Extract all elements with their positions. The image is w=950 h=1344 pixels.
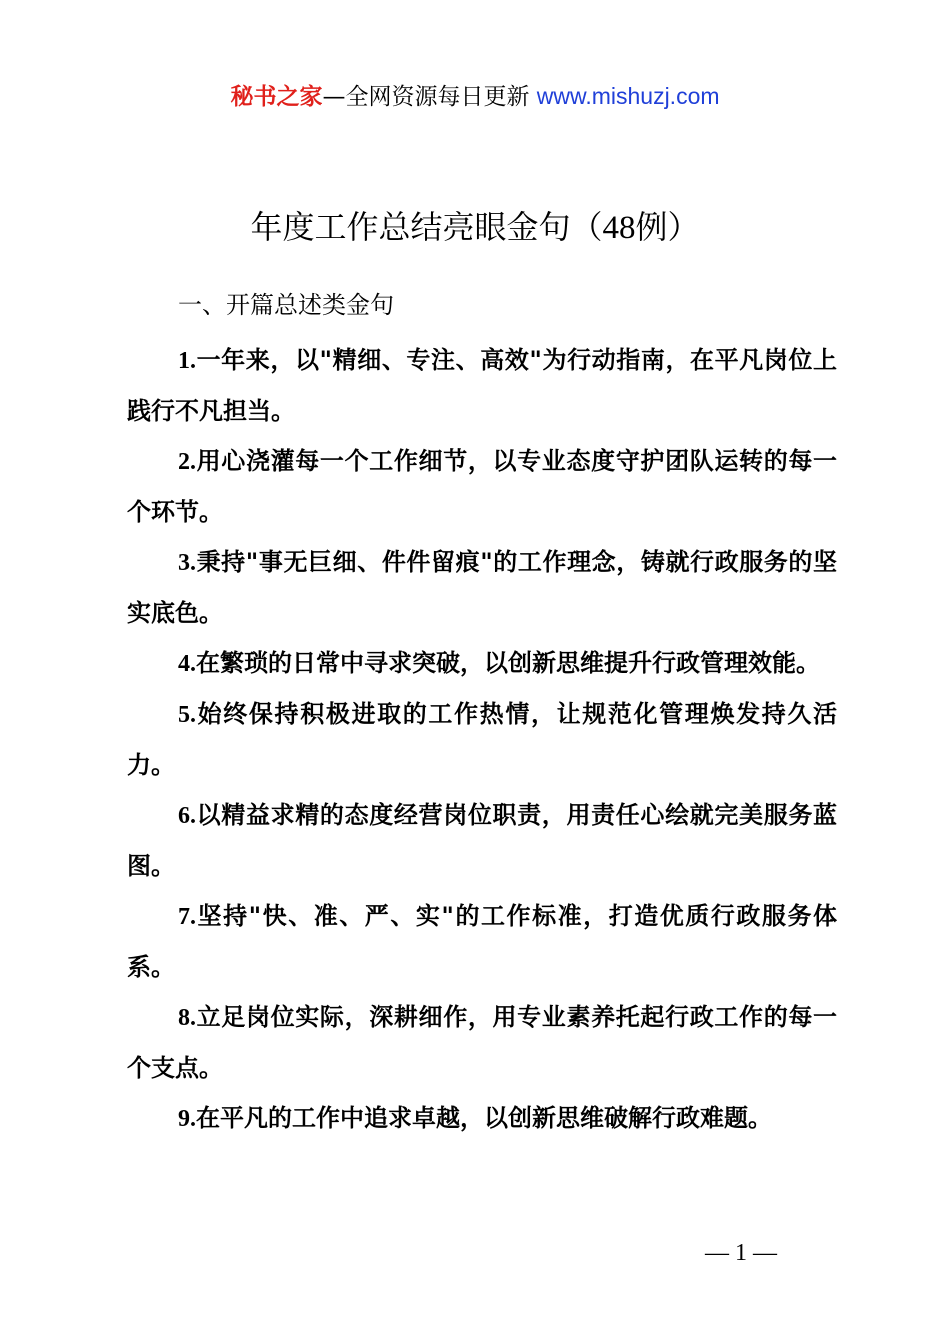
list-item: [127, 638, 837, 689]
page-number: — 1 —: [705, 1240, 777, 1266]
header-tagline: —全网资源每日更新: [322, 84, 530, 110]
item-number: 2.: [178, 449, 196, 475]
item-number: 3.: [178, 550, 196, 576]
item-text: 立足岗位实际，深耕细作，用专业素养托起行政工作的每一个支点。: [127, 1003, 837, 1082]
item-number: 9.: [178, 1106, 196, 1132]
list-item: [127, 1093, 837, 1144]
item-text: 在平凡的工作中追求卓越，以创新思维破解行政难题。: [196, 1104, 772, 1132]
item-number: 7.: [178, 904, 196, 930]
list-item: [127, 436, 837, 537]
item-number: 8.: [178, 1005, 196, 1031]
item-number: 6.: [178, 803, 196, 829]
title-suffix: 例）: [635, 208, 700, 247]
brand-name: 秘书之家: [230, 84, 323, 110]
site-url-link[interactable]: www.mishuzj.com: [536, 83, 720, 109]
item-text: 坚持"快、准、严、实"的工作标准，打造优质行政服务体系。: [127, 902, 837, 981]
item-text: 用心浇灌每一个工作细节，以专业态度守护团队运转的每一个环节。: [127, 447, 837, 526]
item-text: 秉持"事无巨细、件件留痕"的工作理念，铸就行政服务的坚实底色。: [127, 548, 837, 627]
item-text: 始终保持积极进取的工作热情，让规范化管理焕发持久活力。: [127, 700, 837, 779]
document-title: [0, 205, 950, 250]
list-item: [127, 891, 837, 992]
list-item: [127, 537, 837, 638]
section-heading: 一、开篇总述类金句: [178, 291, 394, 319]
list-item: [127, 790, 837, 891]
quote-list: [127, 335, 837, 1144]
site-header: [0, 80, 950, 113]
item-text: 以精益求精的态度经营岗位职责，用责任心绘就完美服务蓝图。: [127, 801, 837, 880]
item-number: 5.: [178, 702, 196, 728]
item-number: 1.: [178, 348, 196, 374]
item-text: 在繁琐的日常中寻求突破，以创新思维提升行政管理效能。: [196, 649, 820, 677]
list-item: [127, 335, 837, 436]
list-item: [127, 992, 837, 1093]
title-count: 48: [602, 210, 636, 247]
title-prefix: 年度工作总结亮眼金句（: [250, 208, 603, 247]
list-item: [127, 689, 837, 790]
item-number: 4.: [178, 651, 196, 677]
item-text: 一年来，以"精细、专注、高效"为行动指南，在平凡岗位上践行不凡担当。: [127, 346, 837, 425]
